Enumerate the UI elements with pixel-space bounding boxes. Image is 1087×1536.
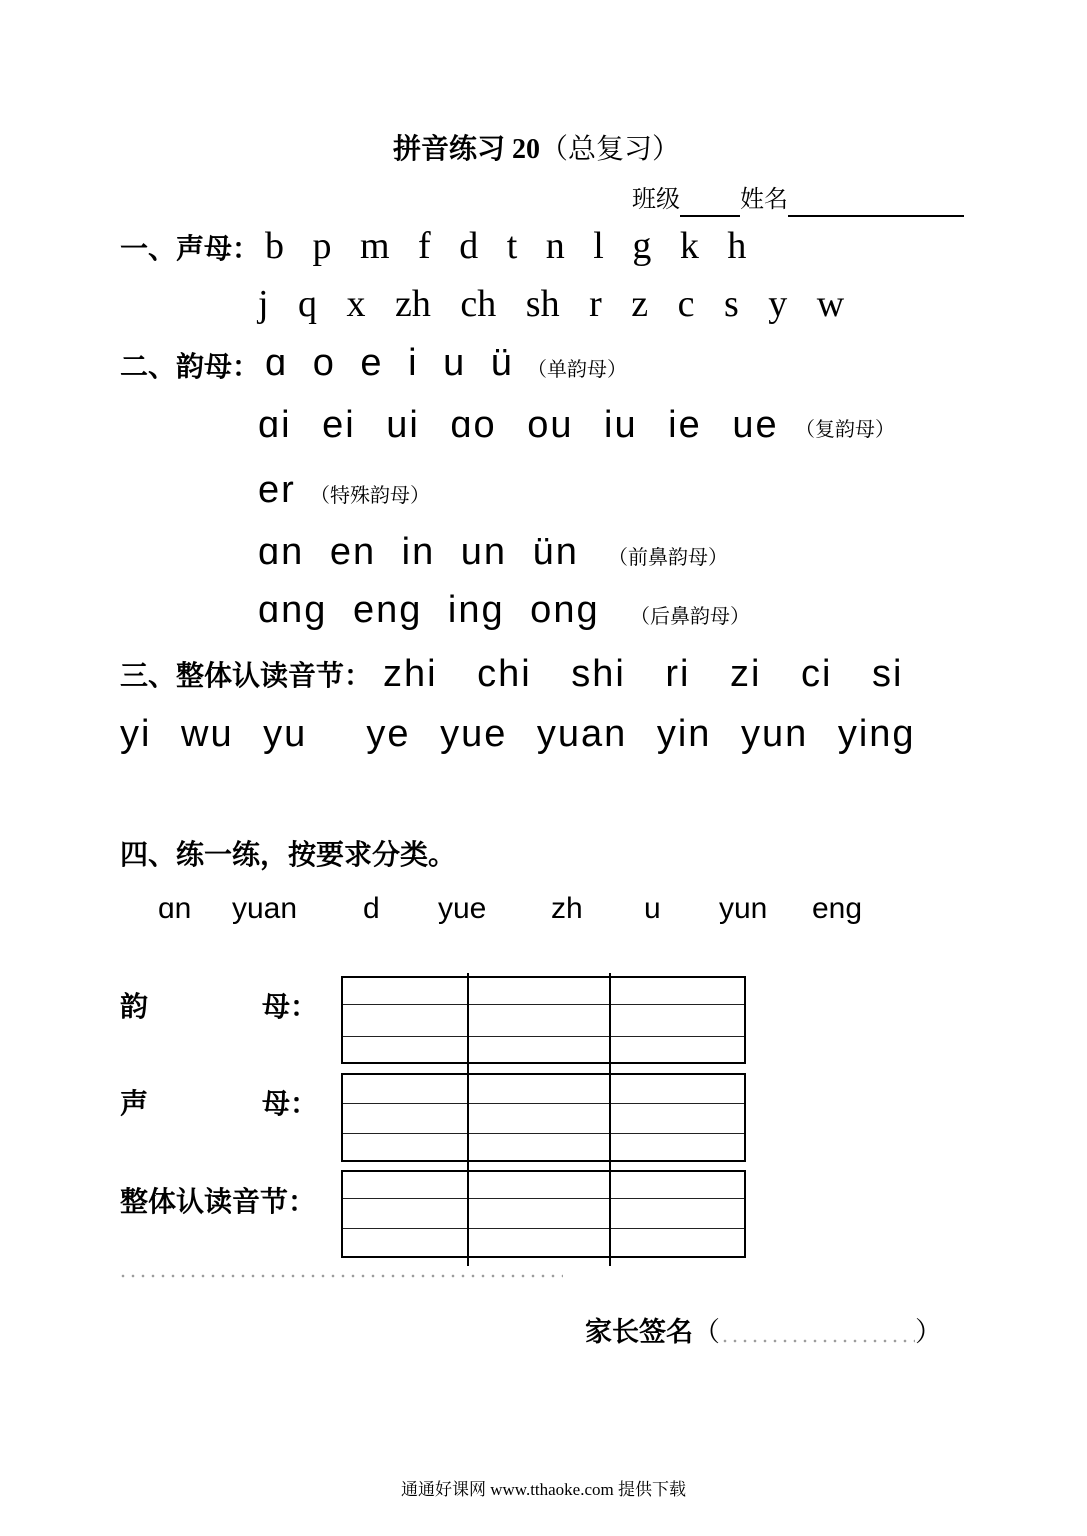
category-initials-label-b: 母： [262,1089,319,1120]
exercise-word: d [363,892,380,925]
finals-front-nasal-note: （前鼻韵母） [608,547,728,569]
name-blank [788,189,964,217]
initials-answer-grid [341,1073,746,1162]
grid-rule [343,1228,744,1229]
section1-heading: 一、声母： [120,234,261,265]
signature-open-paren: （ [693,1317,720,1347]
signature-close-paren: ） [915,1317,942,1347]
finals-compound: ɑi ei ui ɑo ou iu ie ue [258,404,779,446]
grid-rule [343,1036,744,1037]
category-initials-label-a: 声 [120,1089,149,1120]
section2-heading: 二、韵母： [120,352,261,383]
grid-rule [343,1004,744,1005]
finals-back-nasal-note: （后鼻韵母） [630,606,750,628]
exercise-word: eng [812,892,863,925]
exercise-word: yue [438,892,487,925]
finals-simple: ɑ o e i u ü [265,342,514,384]
whole-syllables-line-1: zhi chi shi ri zi ci si [383,653,904,695]
category-whole-syllables-label: 整体认读音节： [120,1187,317,1218]
grid-column-divider [467,973,469,1266]
exercise-word: u [644,892,661,925]
initials-line-1: b p m f d t n l g k h [265,225,747,267]
page-footer: 通通好课网 www.tthaoke.com 提供下载 [400,1480,687,1499]
grid-rule [343,1133,744,1134]
grid-column-divider [609,973,611,1266]
finals-compound-note: （复韵母） [795,419,895,441]
finals-front-nasal: ɑn en in un ün [258,531,579,573]
category-finals-label-a: 韵 [120,992,149,1023]
whole-syllables-answer-grid [341,1170,746,1258]
grid-rule [343,1103,744,1104]
section3-heading: 三、整体认读音节： [120,661,373,692]
exercise-word: zh [551,892,583,925]
exercise-word: yuan [232,892,298,925]
parent-signature [585,1312,942,1352]
finals-back-nasal: ɑng eng ing ong [258,589,600,631]
title-sub: （总复习） [540,134,681,165]
student-info [632,183,964,217]
finals-special: er [258,469,296,511]
name-label: 姓名 [740,187,788,213]
signature-blank [720,1335,915,1343]
section4-heading: 四、练一练，按要求分类。 [120,840,457,871]
finals-answer-grid [341,976,746,1064]
page-title [393,130,680,170]
finals-simple-note: （单韵母） [527,359,627,381]
category-finals-label-b: 母： [262,992,319,1023]
class-blank [680,189,740,217]
grid-rule [343,1198,744,1199]
initials-line-2: j q x zh ch sh r z c s y w [258,283,845,325]
dotted-separator [118,1274,563,1278]
title-main: 拼音练习 20 [393,134,541,165]
exercise-word: yun [719,892,768,925]
class-label: 班级 [632,187,680,213]
signature-label: 家长签名 [585,1317,693,1347]
exercise-word: ɑn [158,892,192,925]
finals-special-note: （特殊韵母） [310,485,430,507]
whole-syllables-line-2: yi wu yu ye yue yuan yin yun ying [120,713,916,755]
